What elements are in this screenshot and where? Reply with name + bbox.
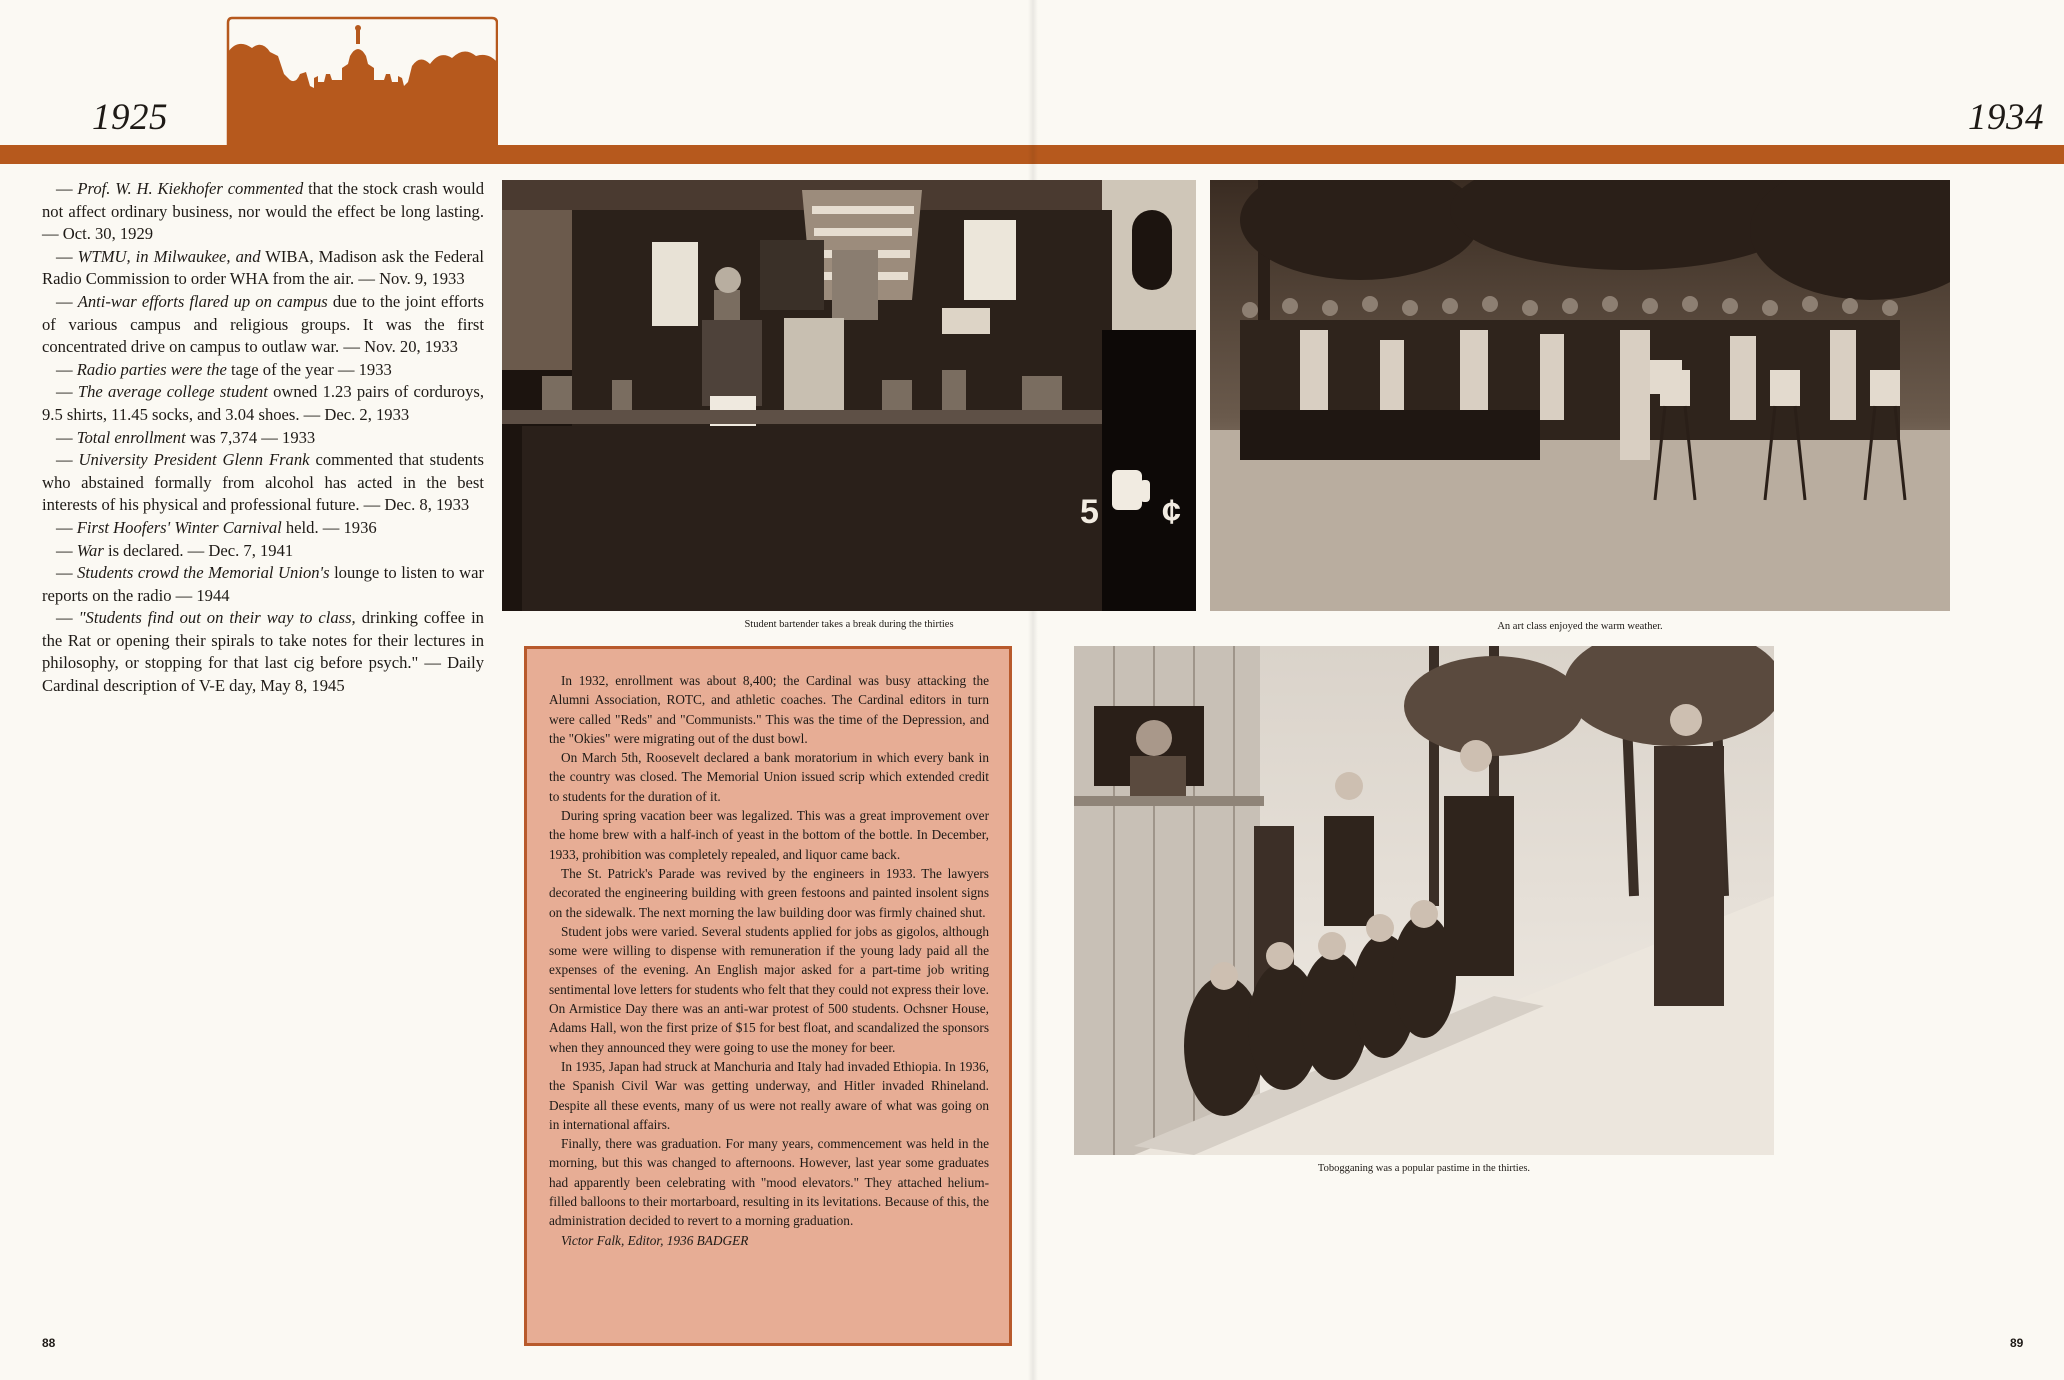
essay-paragraph: In 1932, enrollment was about 8,400; the Cardinal was busy attacking the Alumni Association, ROTC, and athletic coaches. The Cardinal editors in turn were called "Reds" and "Communists." This was the time of the Depression, and the "Okies" were migrating out of the dust bowl. (549, 673, 989, 746)
timeline-entry: — Total enrollment was 7,374 — 1933 (56, 427, 316, 447)
essay-paragraph: Student jobs were varied. Several students applied for jobs as gigolos, although some were willing to dispense with remuneration if the young lady paid all the expenses of the evening. An English major asked for a part-time job writing sentimental love letters for students who felt that they could not express their love. On Armistice Day there was an anti-war protest of 500 students. Ochsner House, Adams Hall, won the first prize of $15 for best float, and scandalized the sponsors when they announced they were going to use the money for beer. (549, 923, 989, 1055)
photo-art-class (1210, 180, 1950, 611)
page-number-right: 89 (2010, 1336, 2024, 1350)
timeline-entry: — Students crowd the Memorial Union's lounge to listen to war reports on the radio — 1944 (42, 563, 484, 605)
essay-paragraph: The St. Patrick's Parade was revived by the engineers in 1933. The lawyers decorated the engineering building with green festoons and painted insolent signs on the sidewalk. The next morning the law building door was firmly chained shut. (549, 865, 989, 920)
timeline-entry: — University President Glenn Frank commented that students who abstained formally from alcohol has acted in the best interests of his physical and professional future. — Dec. 8, 1933 (42, 450, 484, 515)
timeline-entry: — First Hoofers' Winter Carnival held. — 1936 (56, 517, 377, 537)
essay-paragraph: On March 5th, Roosevelt declared a bank moratorium in which every bank in the country was closed. The Memorial Union issued scrip which extended credit to students for the duration of it. (549, 750, 989, 804)
caption-toboggan: Tobogganing was a popular pastime in the thirties. (1317, 1163, 1531, 1174)
timeline-entry: — War is declared. — Dec. 7, 1941 (56, 540, 294, 560)
timeline-entry: — Anti-war efforts flared up on campus due to the joint efforts of various campus and religious groups. It was the first concentrated drive on campus to outlaw war. — Nov. 20, 1933 (42, 291, 484, 357)
year-left: 1925 (92, 97, 168, 138)
timeline-entry: — Prof. W. H. Kiekhofer commented that the stock crash would not affect ordinary business, nor would the effect be long lasting. — Oct. 30, 1929 (42, 179, 484, 244)
timeline-entry: — Radio parties were the tage of the year — 1933 (56, 359, 392, 379)
essay-paragraph: In 1935, Japan had struck at Manchuria and Italy had invaded Ethiopia. In 1936, the Spanish Civil War was getting underway, and Hitler invaded Rhineland. Despite all these events, many of us were not really aware of what was going on in international affairs. (549, 1058, 989, 1132)
bar-sign-price: 5 (1080, 493, 1099, 531)
timeline-entry: — "Students find out on their way to class, drinking coffee in the Rat or opening their spirals to take notes for their lectures in philosophy, or stopping for that last cig before psych." — Daily Cardinal description of V-E day, May 8, 1945 (42, 608, 484, 696)
timeline-entry: — WTMU, in Milwaukee, and WIBA, Madison ask the Federal Radio Commission to order WHA from the air. — Nov. 9, 1933 (42, 246, 484, 289)
page-number-left: 88 (42, 1336, 56, 1350)
caption-bartender: Student bartender takes a break during the thirties (744, 619, 954, 630)
essay-paragraph: During spring vacation beer was legalized. This was a great improvement over the home brew with a half-inch of yeast in the bottom of the bottle. In December, 1933, prohibition was completely repealed, and liquor came back. (549, 808, 989, 862)
photo-toboggan (1074, 646, 1774, 1155)
bar-sign-cents: ¢ (1162, 493, 1181, 531)
timeline-entry: — The average college student owned 1.23 pairs of corduroys, 9.5 shirts, 11.45 socks, and 3.04 shoes. — Dec. 2, 1933 (42, 382, 484, 424)
photo-bartender (502, 180, 1196, 611)
essay-box (524, 646, 1012, 1346)
caption-art-class: An art class enjoyed the warm weather. (1497, 621, 1663, 632)
timeline-column (42, 178, 484, 698)
capitol-silhouette-logo (226, 16, 498, 145)
essay-signature: Victor Falk, Editor, 1936 BADGER (561, 1232, 749, 1248)
essay-paragraph: Finally, there was graduation. For many years, commencement was held in the morning, but this was changed to afternoons. However, last year some graduates had apparently been celebrating with "mood elevators." They attached helium-filled balloons to their mortarboard, resulting in its levitations. Because of this, the administration decided to revert to a morning graduation. (549, 1136, 989, 1229)
year-right: 1934 (1968, 97, 2044, 138)
